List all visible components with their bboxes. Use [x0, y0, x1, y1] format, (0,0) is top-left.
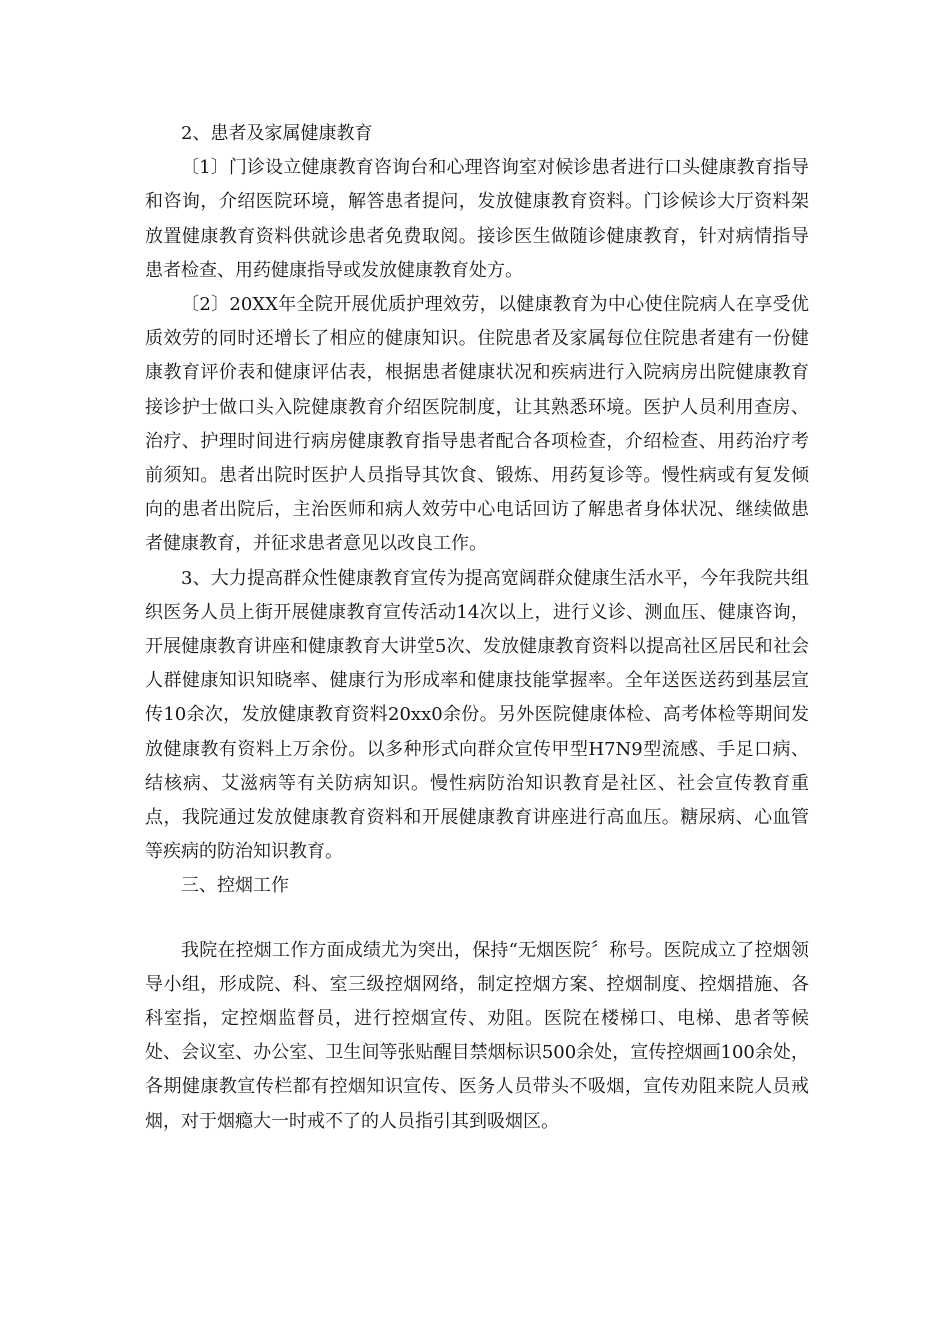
paragraph-outpatient-education: 〔1〕门诊设立健康教育咨询台和心理咨询室对候诊患者进行口头健康教育指导和咨询，介绍医院环境，解答患者提问，发放健康教育资料。门诊候诊大厅资料架放置健康教育资料供就诊患者免费取阅。接诊医生做随诊健康教育，针对病情指导患者检查、用药健康指导或发放健康教育处方。: [145, 157, 809, 281]
document-body: [145, 117, 809, 1139]
heading-tobacco-control: 三、控烟工作: [181, 875, 289, 897]
paragraph-spacer: [145, 904, 809, 934]
paragraph-tobacco-control: 我院在控烟工作方面成绩尤为突出，保持“无烟医院〞称号。医院成立了控烟领导小组，形成院、科、室三级控烟网络，制定控烟方案、控烟制度、控烟措施、各科室指，定控烟监督员，进行控烟宣传、劝阻。医院在楼梯口、电梯、患者等候处、会议室、办公室、卫生间等张贴醒目禁烟标识500余处，宣传控烟画100余处，各期健康教宣传栏都有控烟知识宣传、医务人员带头不吸烟，宣传劝阻来院人员戒烟，对于烟瘾大一时戒不了的人员指引其到吸烟区。: [145, 939, 809, 1132]
paragraph-inpatient-education: 〔2〕20XX年全院开展优质护理效劳，以健康教育为中心使住院病人在享受优质效劳的同时还增长了相应的健康知识。住院患者及家属每位住院患者建有一份健康教育评价表和健康评估表，根据患者健康状况和疾病进行入院病房出院健康教育接诊护士做口头入院健康教育介绍医院制度，让其熟悉环境。医护人员利用查房、治疗、护理时间进行病房健康教育指导患者配合各项检查，介绍检查、用药治疗考前须知。患者出院时医护人员指导其饮食、锻炼、用药复诊等。慢性病或有复发倾向的患者出院后，主治医师和病人效劳中心电话回访了解患者身体状况、继续做患者健康教育，并征求患者意见以改良工作。: [145, 294, 809, 555]
paragraph-public-health-promotion: 3、大力提高群众性健康教育宣传为提高宽阔群众健康生活水平，今年我院共组织医务人员上街开展健康教育宣传活动14次以上，进行义诊、测血压、健康咨询，开展健康教育讲座和健康教育大讲堂5次、发放健康教育资料以提高社区居民和社会人群健康知识知晓率、健康行为形成率和健康技能掌握率。全年送医送药到基层宣传10余次，发放健康教育资料20xx0余份。另外医院健康体检、高考体检等期间发放健康教有资料上万余份。以多种形式向群众宣传甲型H7N9型流感、手足口病、结核病、艾滋病等有关防病知识。慢性病防治知识教育是社区、社会宣传教育重点，我院通过发放健康教育资料和开展健康教育讲座进行高血压。糖尿病、心血管等疾病的防治知识教育。: [145, 567, 809, 863]
heading-patient-family-education: 2、患者及家属健康教育: [181, 123, 373, 144]
